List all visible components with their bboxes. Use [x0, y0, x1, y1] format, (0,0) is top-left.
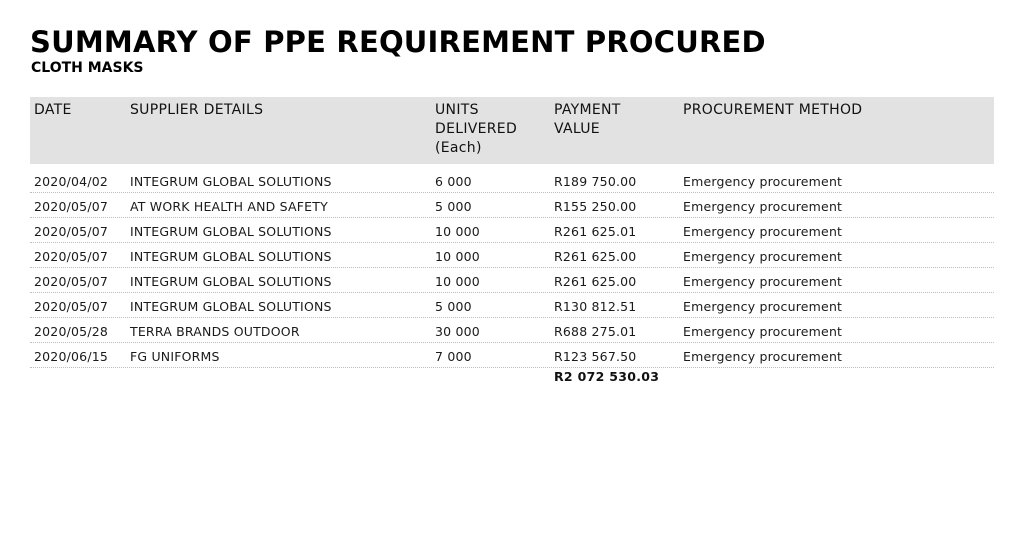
column-header-method [683, 101, 862, 120]
cell-supplier: INTEGRUM GLOBAL SOLUTIONS [130, 274, 332, 289]
cell-payment-value: R155 250.00 [554, 199, 637, 214]
cell-procurement-method: Emergency procurement [683, 324, 843, 339]
cell-date: 2020/05/07 [34, 274, 109, 289]
cell-supplier: TERRA BRANDS OUTDOOR [130, 324, 300, 339]
page-subtitle: CLOTH MASKS [31, 60, 144, 76]
procurement-table [30, 97, 994, 368]
column-header-line: PAYMENT [554, 102, 621, 118]
column-header-line: DELIVERED [435, 121, 518, 137]
cell-procurement-method: Emergency procurement [683, 174, 843, 189]
column-header-units [435, 101, 517, 158]
page-title: SUMMARY OF PPE REQUIREMENT PROCURED [30, 25, 766, 59]
cell-supplier: FG UNIFORMS [130, 349, 220, 364]
cell-payment-value: R261 625.00 [554, 249, 637, 264]
cell-supplier: INTEGRUM GLOBAL SOLUTIONS [130, 299, 332, 314]
cell-units: 7 000 [435, 349, 472, 364]
cell-date: 2020/06/15 [34, 349, 109, 364]
column-header-line: UNITS [435, 102, 479, 118]
cell-units: 5 000 [435, 199, 472, 214]
cell-date: 2020/05/07 [34, 224, 109, 239]
column-header-line: (Each) [435, 140, 482, 156]
cell-units: 6 000 [435, 174, 472, 189]
cell-procurement-method: Emergency procurement [683, 199, 843, 214]
cell-payment-value: R130 812.51 [554, 299, 637, 314]
column-header-payment [554, 101, 621, 139]
cell-date: 2020/05/07 [34, 249, 109, 264]
cell-units: 10 000 [435, 224, 480, 239]
table-row [30, 268, 994, 293]
cell-payment-value: R123 567.50 [554, 349, 637, 364]
table-row [30, 218, 994, 243]
cell-date: 2020/05/28 [34, 324, 109, 339]
table-body [30, 164, 994, 368]
cell-procurement-method: Emergency procurement [683, 249, 843, 264]
cell-payment-value: R261 625.00 [554, 274, 637, 289]
cell-date: 2020/05/07 [34, 299, 109, 314]
cell-payment-value: R688 275.01 [554, 324, 637, 339]
cell-date: 2020/04/02 [34, 174, 109, 189]
column-header-line: SUPPLIER DETAILS [130, 102, 264, 118]
table-row [30, 243, 994, 268]
cell-units: 10 000 [435, 249, 480, 264]
column-header-line: PROCUREMENT METHOD [683, 102, 863, 118]
table-row [30, 193, 994, 218]
cell-procurement-method: Emergency procurement [683, 349, 843, 364]
table-row [30, 293, 994, 318]
column-header-line: DATE [34, 102, 72, 118]
payment-total: R2 072 530.03 [554, 369, 660, 384]
cell-procurement-method: Emergency procurement [683, 224, 843, 239]
table-row [30, 318, 994, 343]
cell-payment-value: R261 625.01 [554, 224, 637, 239]
cell-supplier: AT WORK HEALTH AND SAFETY [130, 199, 328, 214]
table-header [30, 97, 994, 164]
column-header-line: VALUE [554, 121, 600, 137]
cell-date: 2020/05/07 [34, 199, 109, 214]
cell-supplier: INTEGRUM GLOBAL SOLUTIONS [130, 174, 332, 189]
cell-units: 10 000 [435, 274, 480, 289]
table-row [30, 343, 994, 368]
cell-payment-value: R189 750.00 [554, 174, 637, 189]
column-header-date [34, 101, 72, 120]
column-header-supplier [130, 101, 263, 120]
cell-supplier: INTEGRUM GLOBAL SOLUTIONS [130, 249, 332, 264]
cell-procurement-method: Emergency procurement [683, 299, 843, 314]
cell-procurement-method: Emergency procurement [683, 274, 843, 289]
cell-units: 5 000 [435, 299, 472, 314]
cell-units: 30 000 [435, 324, 480, 339]
cell-supplier: INTEGRUM GLOBAL SOLUTIONS [130, 224, 332, 239]
table-row [30, 168, 994, 193]
